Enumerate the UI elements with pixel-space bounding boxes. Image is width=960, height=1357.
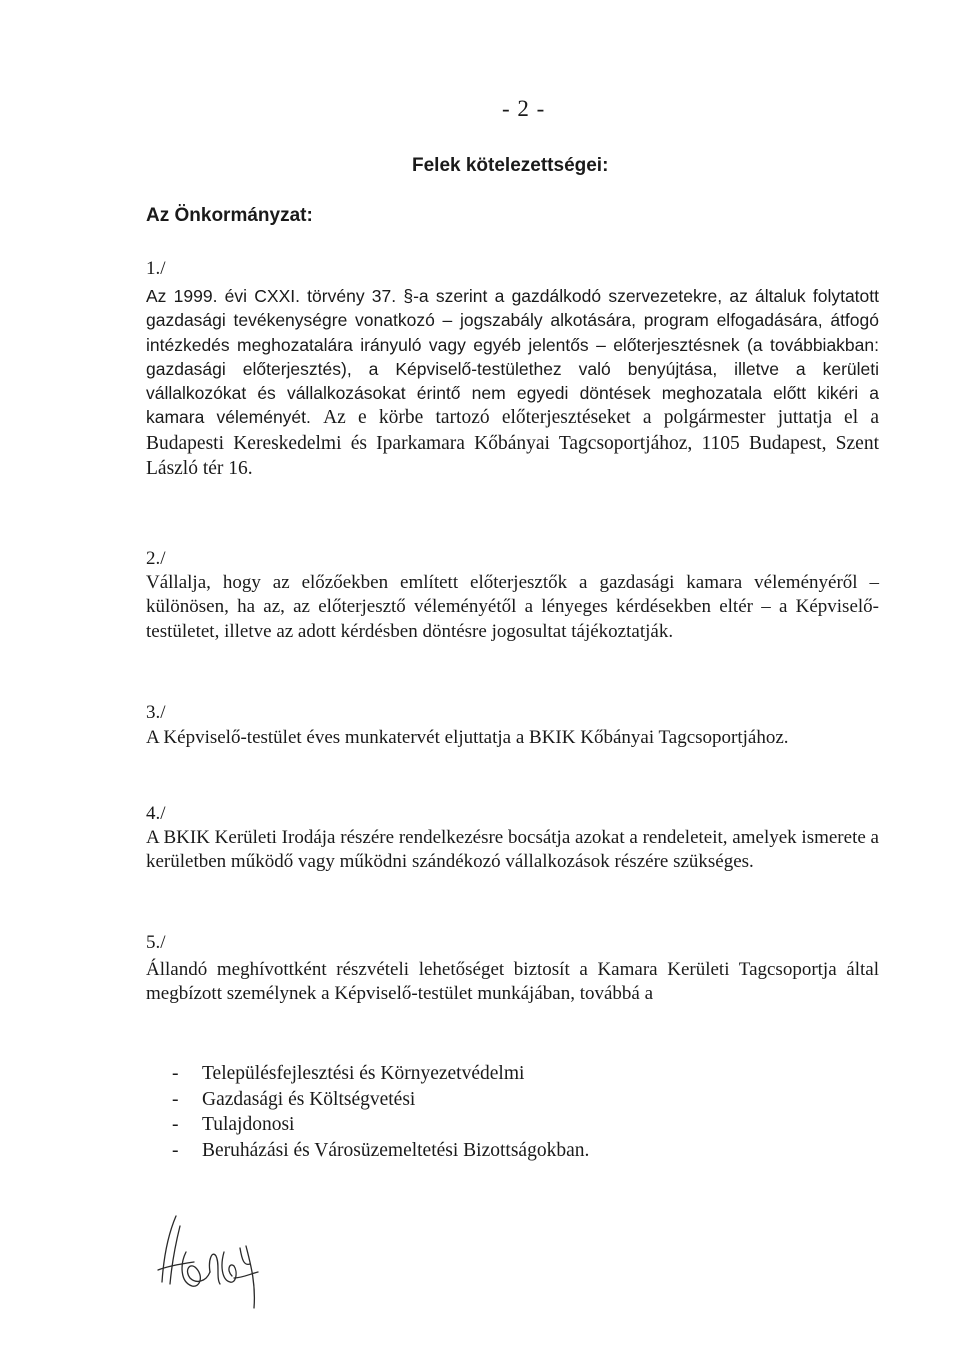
list-dash: - (172, 1088, 179, 1110)
list-dash: - (172, 1063, 179, 1084)
point-text-1-cont: Az e körbe tartozó előterjesztéseket a polgármester juttatja el a Budapesti Kereskedelmi és Iparkamara Kőbányai Tagcsoportjához, 1105 Budapest, Szent László tér 16. (146, 407, 879, 480)
point-text-3: A Képviselő-testület éves munkatervét eljuttatja a BKIK Kőbányai Tagcsoportjához. (146, 727, 789, 748)
point-number-1: 1./ (146, 258, 166, 279)
committee-item (172, 1138, 589, 1164)
committee-item (172, 1112, 589, 1138)
signature-initials (150, 1212, 290, 1322)
committee-label: Településfejlesztési és Környezetvédelmi (202, 1063, 525, 1084)
point-text-1 (146, 284, 879, 481)
point-text-1-main: Az 1999. évi CXXI. törvény 37. §-a szerint a gazdálkodó szervezetekre, az általuk folytatott gazdasági tevékenységre vonatkozó – jogszabály alkotására, program elfogadására, átfogó intézkedés meghozatalára irányuló vagy egyéb jelentős – előterjesztésnek (a továbbiakban: gazdasági előterjesztés), a Képviselő-testülethez való benyújtása, illetve a kerületi vállalkozókat és vállalkozásokat érintő nem egyedi döntések meghozatala előtt kikéri a kamara véleményét. (146, 286, 879, 428)
committee-item (172, 1061, 589, 1087)
point-number-5: 5./ (146, 932, 166, 953)
party-label: Az Önkormányzat: (146, 205, 313, 226)
committee-label: Gazdasági és Költségvetési (202, 1088, 416, 1110)
point-number-4: 4./ (146, 803, 166, 824)
point-text-4: A BKIK Kerületi Irodája részére rendelkezésre bocsátja azokat a rendeleteit, amelyek ismerete a kerületben működő vagy működni szándékozó vállalkozások részére szükséges. (146, 827, 879, 873)
section-heading: Felek kötelezettségei: (412, 155, 609, 176)
committee-label: Tulajdonosi (202, 1114, 295, 1135)
list-dash: - (172, 1114, 179, 1135)
point-text-2: Vállalja, hogy az előzőekben említett előterjesztők a gazdasági kamara véleményéről – különösen, ha az, az előterjesztő véleményétől a lényeges kérdésekben eltér – a Képviselő-testületet, illetve az adott kérdésben döntésre jogosultat tájékoztatják. (146, 572, 879, 642)
committee-item (172, 1087, 589, 1113)
point-number-3: 3./ (146, 702, 166, 723)
committee-list (172, 1061, 589, 1163)
committee-label: Beruházási és Városüzemeltetési Bizottságokban. (202, 1139, 590, 1161)
list-dash: - (172, 1139, 179, 1161)
point-text-5: Állandó meghívottként részvételi lehetőséget biztosít a Kamara Kerületi Tagcsoportja által megbízott személynek a Képviselő-testület munkájában, továbbá a (146, 959, 879, 1005)
point-number-2: 2./ (146, 548, 166, 569)
page-number: - 2 - (502, 96, 546, 121)
